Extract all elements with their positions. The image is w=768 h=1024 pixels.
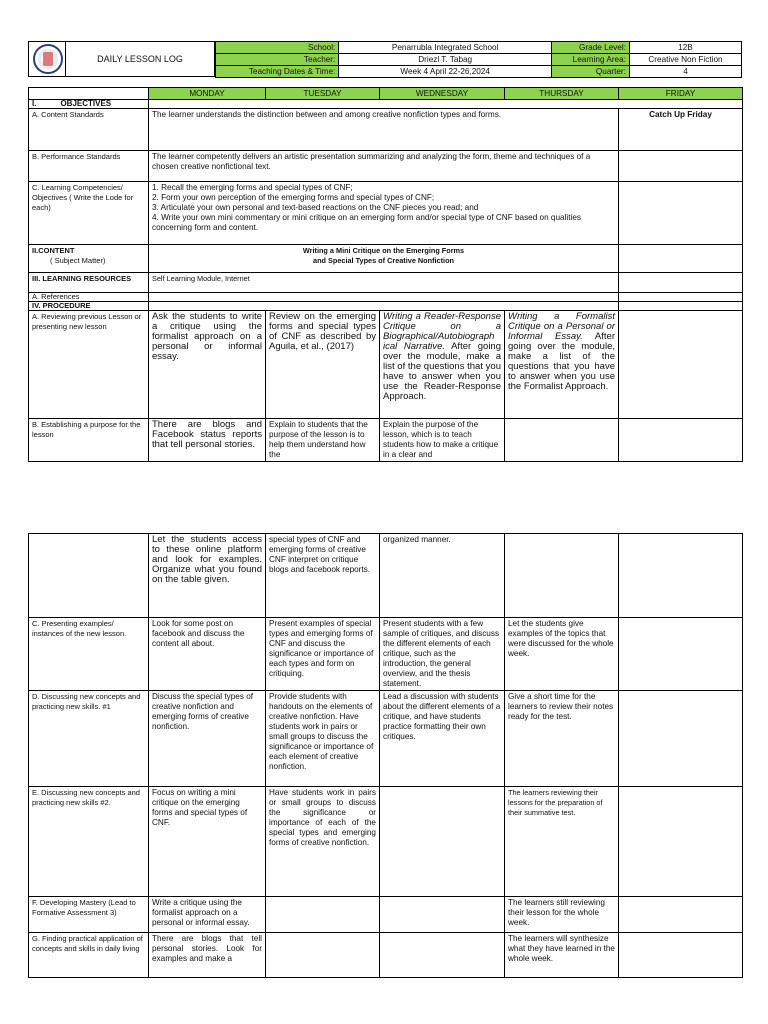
procedure-a-label: A. Reviewing previous Lesson or presenting new lesson	[29, 311, 149, 419]
procedure-a-row	[29, 311, 743, 419]
procedure-f-monday: Write a critique using the formalist approach on a personal or informal essay.	[149, 897, 266, 933]
learning-area-label: Learning Area:	[552, 54, 630, 66]
page-title: DAILY LESSON LOG	[66, 41, 215, 77]
learning-resources-value: Self Learning Module, Internet	[149, 273, 619, 293]
deped-seal-logo	[28, 41, 66, 77]
procedure-b-row	[29, 419, 743, 462]
procedure-b-continued-row	[29, 534, 743, 618]
procedure-b-label: B. Establishing a purpose for the lesson	[29, 419, 149, 462]
objectives-heading: I. OBJECTIVES	[29, 100, 149, 109]
performance-standards-label: B. Performance Standards	[29, 151, 149, 182]
competencies-row	[29, 182, 743, 245]
procedure-e-label: E. Discussing new concepts and practicing new skills #2.	[29, 787, 149, 897]
procedure-f-row	[29, 897, 743, 933]
dates-value: Week 4 April 22-26,2024	[339, 66, 552, 78]
competency-item: 2. Form your own perception of the emerging forms and special types of CNF;	[152, 193, 435, 202]
references-row	[29, 293, 743, 302]
grade-level-value: 12B	[629, 42, 741, 54]
procedure-d-wednesday: Lead a discussion with students about the different elements of a critique, and have students practice formatting their own critiques.	[380, 691, 505, 787]
procedure-f-label: F. Developing Mastery (Lead to Formative Assessment 3)	[29, 897, 149, 933]
quarter-label: Quarter:	[552, 66, 630, 78]
competency-item: 3. Articulate your own personal and text-based reactions on the CNF pieces you read; and	[152, 203, 479, 212]
content-subject-matter: Writing a Mini Critique on the Emerging Forms and Special Types of Creative Nonfiction	[149, 245, 619, 273]
dates-label: Teaching Dates & Time:	[216, 66, 339, 78]
competencies-list	[149, 182, 619, 245]
day-wednesday: WEDNESDAY	[380, 88, 505, 100]
content-standards-row	[29, 109, 743, 151]
lesson-table-page-1	[28, 87, 743, 462]
procedure-g-monday: There are blogs that tell personal stories. Look for examples and make a	[149, 933, 266, 978]
procedure-b-monday-cont: Let the students access to these online platform and look for examples. Organize what you found on the table given.	[149, 534, 266, 618]
procedure-c-tuesday: Present examples of special types and emerging forms of CNF and discuss the significance or importance of each types and form on critiquing.	[266, 618, 380, 691]
procedure-d-tuesday: Provide students with handouts on the elements of creative nonfiction. Have students work in pairs or small groups to discuss the significance or importance of each element of creative nonfiction.	[266, 691, 380, 787]
procedure-c-label: C. Presenting examples/ instances of the new lesson.	[29, 618, 149, 691]
school-value: Penarrubla Integrated School	[339, 42, 552, 54]
procedure-d-label: D. Discussing new concepts and practicing new skills. #1	[29, 691, 149, 787]
procedure-a-thursday: Writing a Formalist Critique on a Personal or Informal Essay. After going over the module, make a list of the questions that you have to answer when you use the Formalist Approach.	[505, 311, 619, 419]
procedure-b-wednesday: Explain the purpose of the lesson, which is to teach students how to make a critique in a clear and	[380, 419, 505, 462]
learning-resources-row	[29, 273, 743, 293]
procedure-b-tuesday: Explain to students that the purpose of the lesson is to help them understand how the	[266, 419, 380, 462]
content-standards-label: A. Content Standards	[29, 109, 149, 151]
procedure-d-row	[29, 691, 743, 787]
content-standards-value: The learner understands the distinction between and among creative nonfiction types and forms.	[149, 109, 619, 151]
seal-emblem-icon	[43, 52, 53, 66]
procedure-g-row	[29, 933, 743, 978]
procedure-e-row	[29, 787, 743, 897]
content-label: II.CONTENT ( Subject Matter)	[29, 245, 149, 273]
procedure-e-monday: Focus on writing a mini critique on the emerging forms and special types of CNF.	[149, 787, 266, 897]
competency-item: 1. Recall the emerging forms and special types of CNF;	[152, 183, 353, 192]
procedure-b-monday: There are blogs and Facebook status reports that tell personal stories.	[149, 419, 266, 462]
learning-resources-label: III. LEARNING RESOURCES	[29, 273, 149, 293]
catch-up-friday: Catch Up Friday	[619, 109, 743, 151]
procedure-b-tuesday-cont: special types of CNF and emerging forms of creative CNF interpret on critique blogs and facebook reports.	[266, 534, 380, 618]
procedure-heading-row	[29, 302, 743, 311]
day-friday: FRIDAY	[619, 88, 743, 100]
day-monday: MONDAY	[149, 88, 266, 100]
procedure-c-thursday: Let the students give examples of the topics that were discussed for the whole week.	[505, 618, 619, 691]
procedure-g-label: G. Finding practical application of concepts and skills in daily living	[29, 933, 149, 978]
day-header-row	[29, 88, 743, 100]
competency-item: 4. Write your own mini commentary or mini critique on an emerging form and/or special type of CNF based on qualities concerning form and content.	[152, 213, 581, 232]
header-info-table	[215, 41, 742, 78]
procedure-a-monday: Ask the students to write a critique using the formalist approach on a personal or informal essay.	[149, 311, 266, 419]
school-label: School:	[216, 42, 339, 54]
content-row	[29, 245, 743, 273]
procedure-f-thursday: The learners still reviewing their lesson for the whole week.	[505, 897, 619, 933]
procedure-e-thursday: The learners reviewing their lessons for the preparation of their summative test.	[505, 787, 619, 897]
procedure-e-tuesday: Have students work in pairs or small groups to discuss the significance or importance of each of the special types and emerging forms of creative nonfiction.	[266, 787, 380, 897]
lesson-log-header	[28, 41, 742, 77]
references-label: A. References	[29, 293, 149, 302]
teacher-value: Driezl T. Tabag	[339, 54, 552, 66]
procedure-b-wednesday-cont: organized manner.	[380, 534, 505, 618]
learning-area-value: Creative Non Fiction	[629, 54, 741, 66]
grade-level-label: Grade Level:	[552, 42, 630, 54]
procedure-c-wednesday: Present students with a few sample of critiques, and discuss the different elements of each critique, such as the introduction, the general overview, and the thesis statement.	[380, 618, 505, 691]
teacher-label: Teacher:	[216, 54, 339, 66]
procedure-c-row	[29, 618, 743, 691]
procedure-d-monday: Discuss the special types of creative nonfiction and emerging forms of creative nonfiction.	[149, 691, 266, 787]
competencies-label: C. Learning Competencies/ Objectives ( Write the Lode for each)	[29, 182, 149, 245]
day-tuesday: TUESDAY	[266, 88, 380, 100]
lesson-table-page-2	[28, 533, 743, 978]
procedure-a-wednesday: Writing a Reader-Response Critique on a Biographical/Autobiograph ical Narrative. After going over the module, make a list of the questions that you have to answer when you use the Reader-Response Approach.	[380, 311, 505, 419]
day-thursday: THURSDAY	[505, 88, 619, 100]
procedure-heading: IV. PROCEDURE	[29, 302, 149, 311]
procedure-c-monday: Look for some post on facebook and discuss the content all about.	[149, 618, 266, 691]
procedure-a-tuesday: Review on the emerging forms and special types of CNF as described by Aguila, et al., (2017)	[266, 311, 380, 419]
procedure-g-thursday: The learners will synthesize what they have learned in the whole week.	[505, 933, 619, 978]
objectives-heading-row	[29, 100, 743, 109]
quarter-value: 4	[629, 66, 741, 78]
procedure-d-thursday: Give a short time for the learners to review their notes ready for the test.	[505, 691, 619, 787]
performance-standards-row	[29, 151, 743, 182]
performance-standards-value: The learner competently delivers an artistic presentation summarizing and analyzing the form, theme and techniques of a chosen creative nonfictional text.	[149, 151, 619, 182]
